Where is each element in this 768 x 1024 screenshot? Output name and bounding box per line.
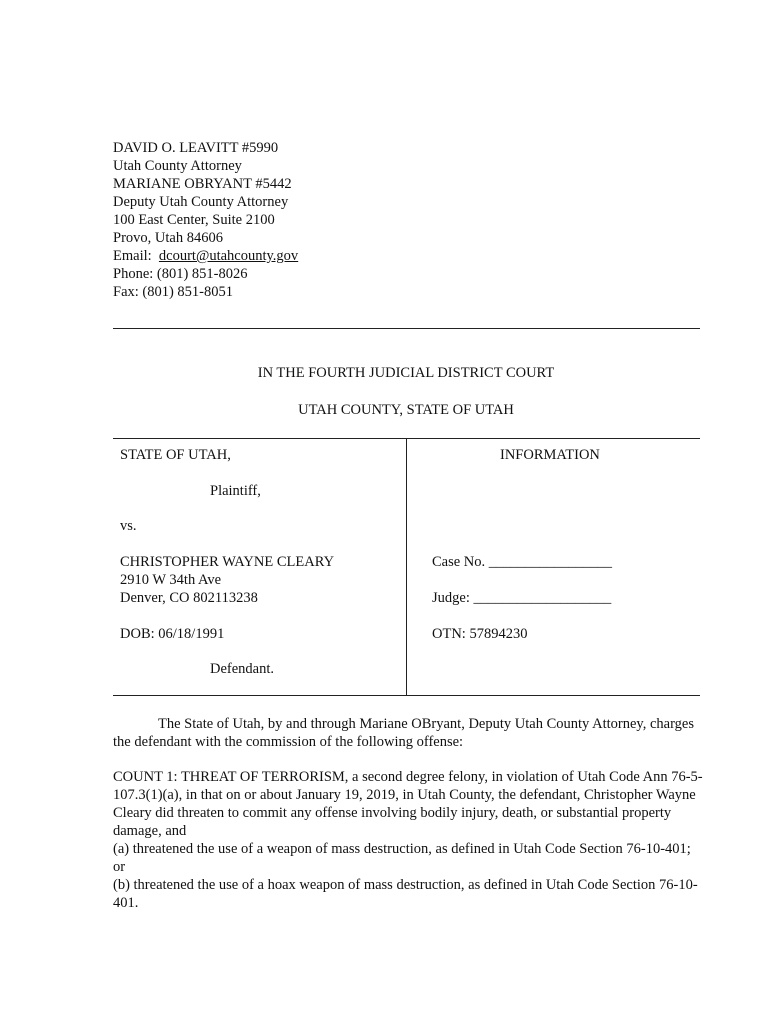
defendant-city: Denver, CO 802113238 bbox=[120, 590, 258, 606]
defendant-street: 2910 W 34th Ave bbox=[120, 572, 222, 588]
versus: vs. bbox=[120, 518, 137, 534]
judge-field: Judge: ___________________ bbox=[432, 590, 612, 606]
attorney-title: Utah County Attorney bbox=[113, 158, 242, 174]
count-item-b: (b) threatened the use of a hoax weapon of mass destruction, as defined in Utah Code Section 76-10-401. bbox=[113, 877, 698, 911]
attorney-info-block bbox=[113, 139, 298, 301]
office-address: 100 East Center, Suite 2100 bbox=[113, 212, 275, 228]
deputy-name: MARIANE OBRYANT #5442 bbox=[113, 176, 292, 192]
court-county: UTAH COUNTY, STATE OF UTAH bbox=[298, 402, 514, 418]
count-item-a: (a) threatened the use of a weapon of mass destruction, as defined in Utah Code Section 76-10-401; or bbox=[113, 841, 691, 875]
email-link[interactable]: dcourt@utahcounty.gov bbox=[158, 248, 299, 264]
attorney-name: DAVID O. LEAVITT #5990 bbox=[113, 140, 279, 156]
deputy-title: Deputy Utah County Attorney bbox=[113, 194, 289, 210]
caption-bottom-rule bbox=[113, 695, 700, 696]
otn-number: OTN: 57894230 bbox=[432, 626, 528, 642]
plaintiff-name: STATE OF UTAH, bbox=[120, 447, 231, 463]
court-name: IN THE FOURTH JUDICIAL DISTRICT COURT bbox=[257, 365, 555, 381]
header-divider bbox=[113, 328, 700, 329]
email-label: Email: bbox=[113, 248, 152, 264]
email-line bbox=[113, 247, 298, 265]
intro-text: The State of Utah, by and through Mariane OBryant, Deputy Utah County Attorney, charges the defendant with the commission of the following offense: bbox=[113, 716, 694, 750]
document-title: INFORMATION bbox=[500, 447, 600, 463]
caption-vertical-rule bbox=[406, 438, 407, 695]
fax-line: Fax: (801) 851-8051 bbox=[113, 284, 234, 300]
phone-line: Phone: (801) 851-8026 bbox=[113, 266, 248, 282]
count-1-paragraph bbox=[113, 768, 703, 912]
defendant-label: Defendant. bbox=[210, 661, 275, 677]
count-text: , a second degree felony, in violation of Utah Code Ann 76-5-107.3(1)(a), in that on or about January 19, 2019, in Utah County, the defendant, Christopher Wayne Cleary did threaten to commit any offense involving bodily injury, death, or substantial property damage, and bbox=[113, 769, 703, 839]
case-number: Case No. _________________ bbox=[432, 554, 613, 570]
intro-paragraph bbox=[113, 715, 703, 751]
plaintiff-label: Plaintiff, bbox=[210, 483, 261, 499]
defendant-dob: DOB: 06/18/1991 bbox=[120, 626, 225, 642]
count-heading: COUNT 1: THREAT OF TERRORISM bbox=[113, 769, 345, 785]
defendant-name: CHRISTOPHER WAYNE CLEARY bbox=[120, 554, 335, 570]
office-city: Provo, Utah 84606 bbox=[113, 230, 223, 246]
